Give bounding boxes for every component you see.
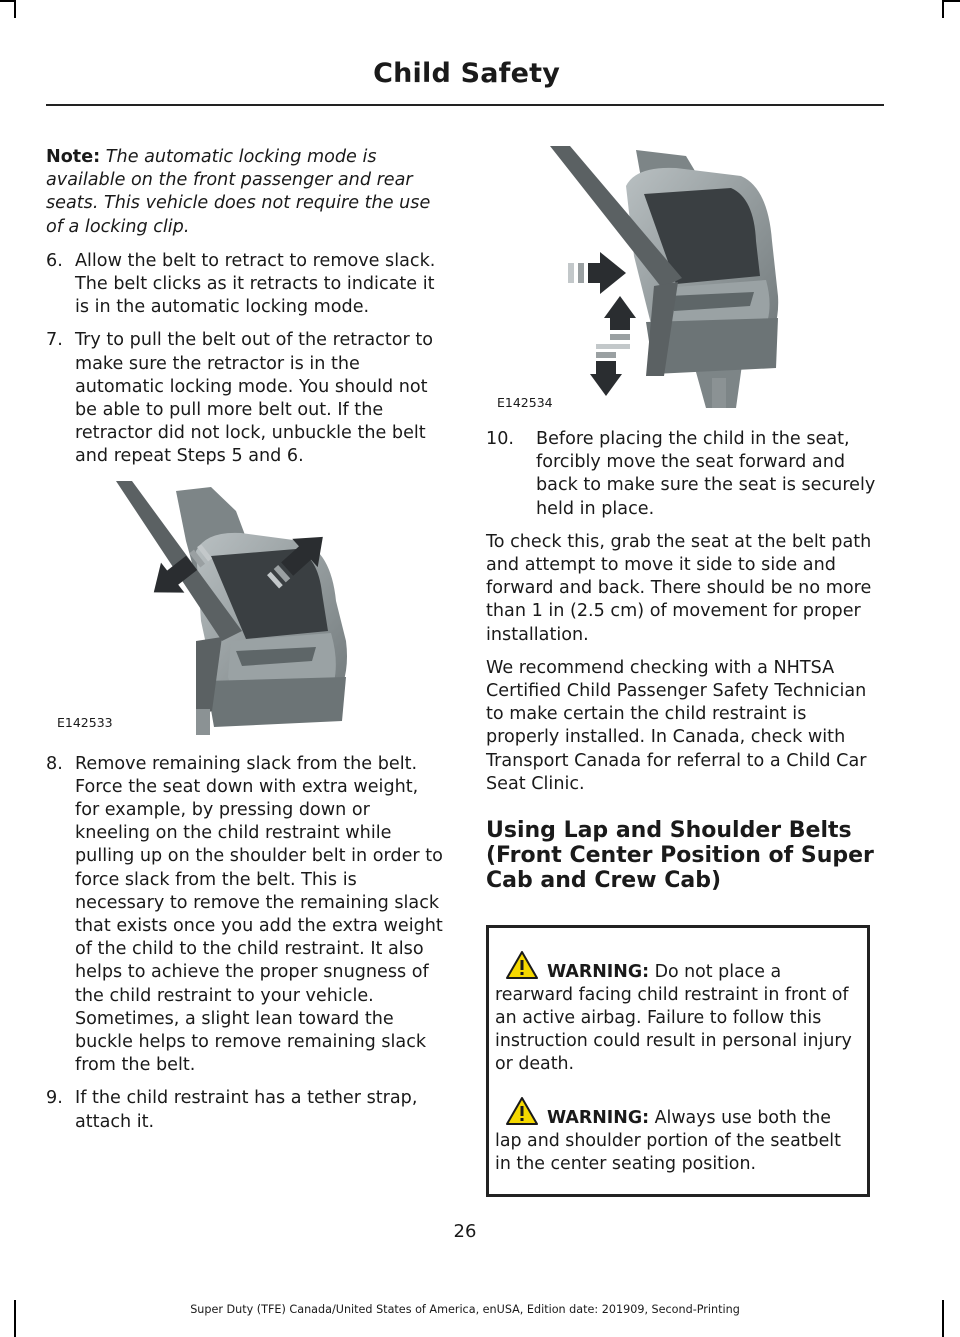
note-label: Note: [46,147,101,167]
page-number: 26 [453,1221,477,1242]
section-heading: Using Lap and Shoulder Belts (Front Center Position of Super Cab and Crew Cab) [486,818,874,894]
warning-item [495,950,861,1076]
car-seat-illustration [486,146,882,418]
figure-code: E142534 [497,394,553,410]
header-rule [46,104,884,106]
footer-text: Super Duty (TFE) Canada/United States of America, enUSA, Edition date: 201909, Second-Printing [190,1303,740,1316]
figure-car-seat-press [46,481,446,739]
list-item [486,428,882,521]
note-text: The automatic locking mode is available on the front passenger and rear seats. This vehicle does not require the use of a locking clip. [46,147,431,237]
warning-box [486,925,870,1197]
crop-mark [942,1300,944,1337]
step-text: Remove remaining slack from the belt. Force the seat down with extra weight, for example, by pressing down or kneeling on the child restraint while pulling up on the shoulder belt in order to force slack from the belt. This is necessary to remove the remaining slack that exists once you add the extra weight of the child to the child restraint. It also helps to achieve the proper snugness of the child restraint to your vehicle. Sometimes, a slight lean toward the buckle helps to remove remaining slack from the belt. [75,753,443,1076]
crop-mark [0,0,14,2]
list-item [46,1087,446,1133]
note [46,146,446,239]
arrow-icon [568,252,626,294]
left-column [46,146,446,1144]
list-item [46,753,446,1078]
step-text: Allow the belt to retract to remove slack. The belt clicks as it retracts to indicate it is in the automatic locking mode. [75,250,436,318]
figure-car-seat-move [486,146,882,418]
warning-item [495,1096,861,1176]
warning-label: WARNING: [547,1108,650,1129]
list-item [46,329,446,468]
car-seat-illustration [46,481,446,739]
list-item [46,250,446,320]
step-text: If the child restraint has a tether strap, attach it. [75,1088,418,1132]
page-title: Child Safety [373,58,560,89]
figure-code: E142533 [57,715,113,731]
arrow-icon [590,344,622,396]
arrow-icon [604,296,636,349]
paragraph: To check this, grab the seat at the belt path and attempt to move it side to side and forward and back. There should be no more than 1 in (2.5 cm) of movement for proper installation. [486,531,872,645]
crop-mark [14,0,16,18]
step-number: 9. [46,1088,63,1109]
warning-text: Always use both the lap and shoulder portion of the seatbelt in the center seating position. [495,1108,841,1175]
right-column [486,146,882,1197]
warning-triangle-icon [505,1096,539,1126]
warning-triangle-icon [505,950,539,980]
step-text: Try to pull the belt out of the retractor to make sure the retractor is in the automatic locking mode. You should not be able to pull more belt out. If the retractor did not lock, unbuckle the belt and repeat Steps 5 and 6. [75,330,434,467]
crop-mark [942,0,944,18]
step-number: 8. [46,753,63,774]
step-text: Before placing the child in the seat, forcibly move the seat forward and back to make sure the seat is securely held in place. [536,429,876,519]
step-number: 6. [46,250,63,271]
warning-text: Do not place a rearward facing child restraint in front of an active airbag. Failure to follow this instruction could result in personal injury or death. [495,962,852,1075]
paragraph: We recommend checking with a NHTSA Certified Child Passenger Safety Technician to make certain the child restraint is properly installed. In Canada, check with Transport Canada for referral to a Child Car Seat Clinic. [486,657,867,794]
warning-label: WARNING: [547,962,650,983]
crop-mark [944,0,960,2]
step-number: 7. [46,330,63,351]
step-number: 10. [486,429,514,449]
